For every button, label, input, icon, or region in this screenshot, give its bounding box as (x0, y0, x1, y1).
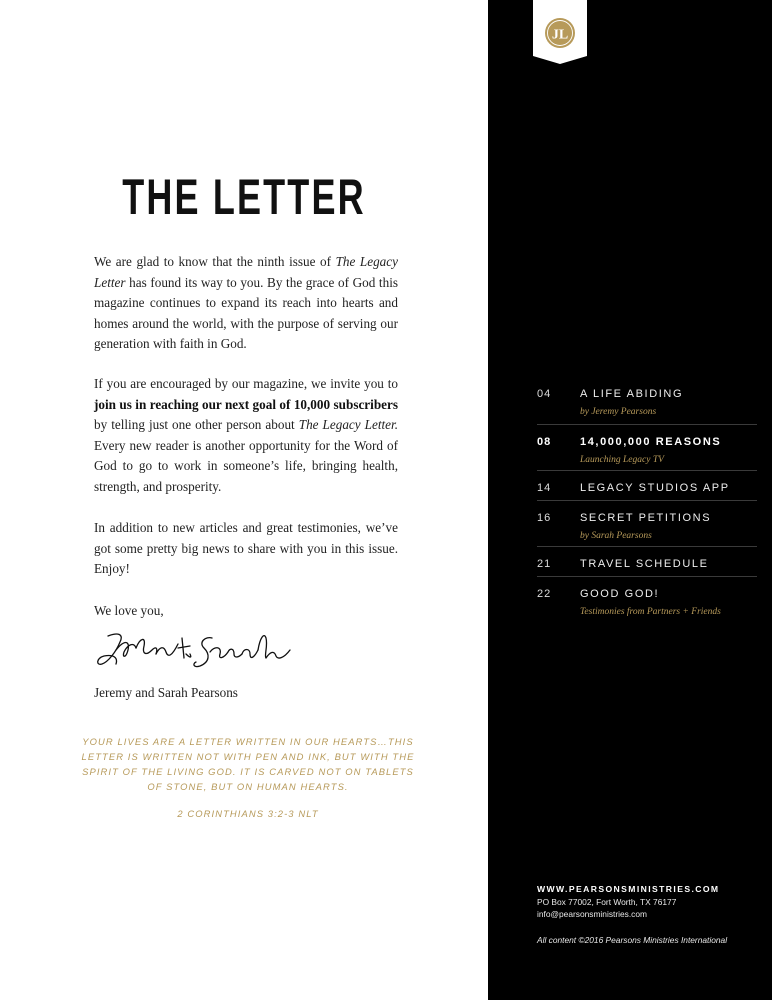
toc-page-number: 08 (537, 436, 552, 448)
contact-footer (537, 884, 757, 953)
paragraph-news: In addition to new articles and great testimonies, we’ve got some pretty big news to share with you in this issue. Enjoy! (94, 520, 398, 577)
mailing-address: PO Box 77002, Fort Worth, TX 76177 (537, 897, 677, 907)
toc-page-number: 14 (537, 482, 552, 494)
paragraph-invite (94, 374, 398, 498)
handwritten-signature (94, 628, 294, 676)
signature-names: Jeremy and Sarah Pearsons (94, 685, 238, 700)
toc-title: LEGACY STUDIOS APP (580, 482, 730, 494)
toc-divider (537, 546, 757, 547)
toc-page-number: 22 (537, 588, 552, 600)
toc-divider (537, 500, 757, 501)
toc-divider (537, 576, 757, 577)
text: has found its way to you. By the grace of God this magazine continues to expand its reach into hearts and homes around the world, with the purpose of serving our generation with faith in God. (94, 274, 398, 352)
toc-subtitle: Launching Legacy TV (580, 455, 664, 465)
subscriber-goal: join us in reaching our next goal of 10,000 subscribers (94, 396, 398, 412)
text: If you are encouraged by our magazine, we invite you to (94, 376, 398, 391)
logo-monogram: JL (551, 27, 569, 43)
legacy-logo-badge (533, 0, 587, 64)
toc-page-number: 16 (537, 512, 552, 524)
toc-divider (537, 470, 757, 471)
paragraph-intro (94, 252, 398, 355)
toc-page-number: 04 (537, 388, 552, 400)
signoff: We love you, (94, 603, 164, 618)
email-link[interactable]: info@pearsonsministries.com (537, 909, 647, 919)
website-link[interactable]: WWW.PEARSONSMINISTRIES.COM (537, 884, 720, 894)
magazine-name: The Legacy Letter. (298, 417, 399, 433)
toc-subtitle: by Jeremy Pearsons (580, 407, 657, 417)
toc-subtitle: by Sarah Pearsons (580, 531, 652, 541)
toc-divider (537, 424, 757, 425)
toc-title: TRAVEL SCHEDULE (580, 558, 709, 570)
page-title: THE LETTER (122, 169, 366, 225)
toc-title: SECRET PETITIONS (580, 512, 712, 524)
toc-page-number: 21 (537, 558, 552, 570)
text: We are glad to know that the ninth issue of (94, 254, 336, 269)
scripture-quote: YOUR LIVES ARE A LETTER WRITTEN IN OUR HEARTS…THIS LETTER IS WRITTEN NOT WITH PEN AND INK, BUT WITH THE SPIRIT OF THE LIVING GOD. IT IS CARVED NOT ON TABLETS OF STONE, BUT ON HUMAN HEARTS. (81, 736, 415, 792)
magazine-name: The Legacy Letter (94, 254, 398, 290)
copyright-notice: All content ©2016 Pearsons Ministries International (537, 935, 728, 945)
toc-title: GOOD GOD! (580, 588, 660, 600)
toc-title: 14,000,000 REASONS (580, 436, 722, 448)
toc-title: A LIFE ABIDING (580, 388, 684, 400)
text: Every new reader is another opportunity for the Word of God to go to work in someone’s life, bringing health, strength, and prosperity. (94, 437, 398, 494)
toc-subtitle: Testimonies from Partners + Friends (580, 607, 721, 617)
text: by telling just one other person about (94, 417, 299, 433)
scripture-reference: 2 CORINTHIANS 3:2-3 NLT (177, 808, 319, 819)
